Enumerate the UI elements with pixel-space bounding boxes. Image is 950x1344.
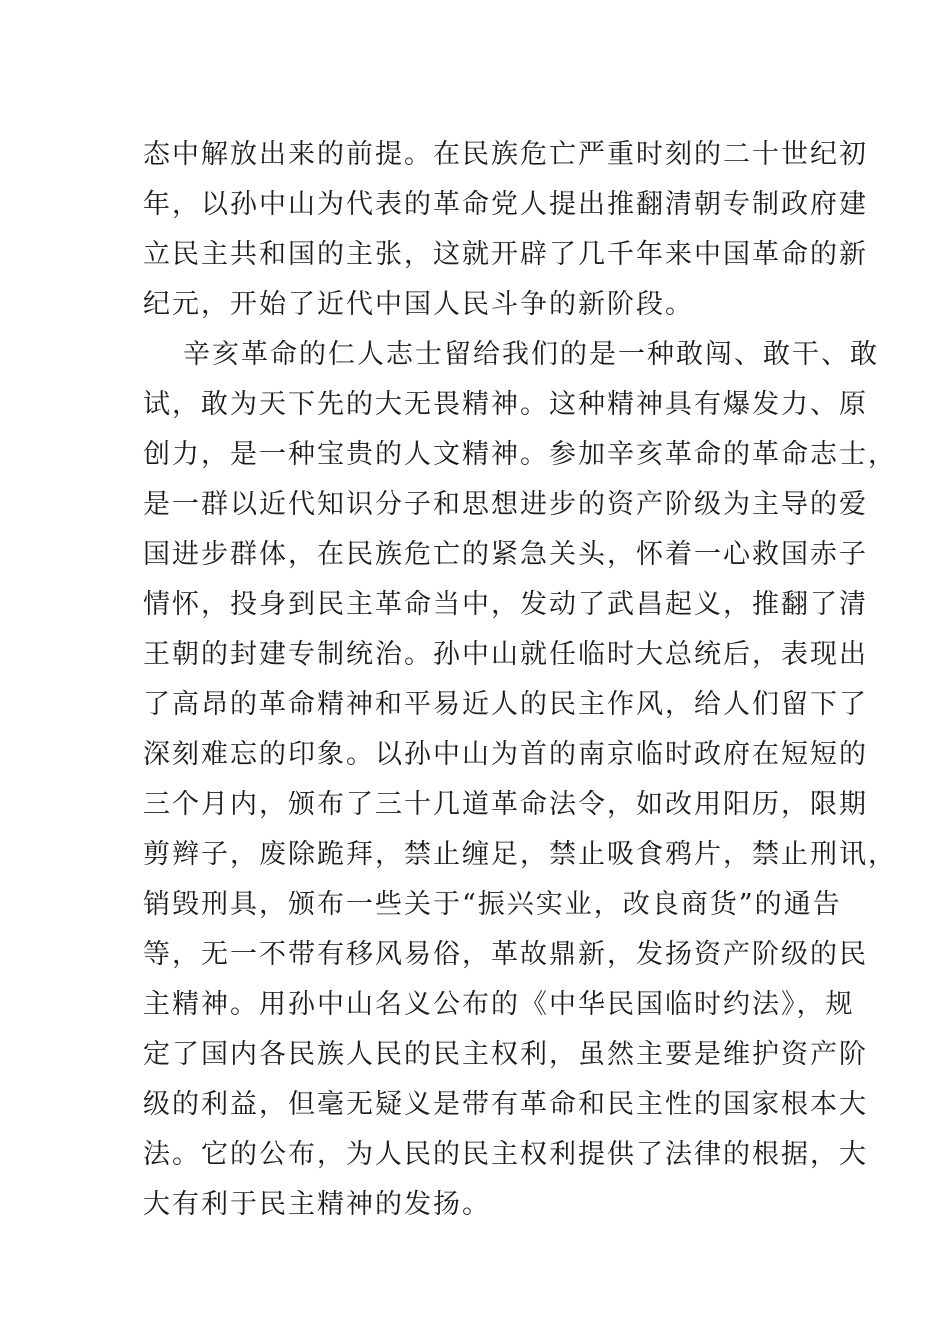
- paragraph-1: [143, 130, 868, 330]
- text-line: 主精神。用孙中山名义公布的《中华民国临时约法》，规: [143, 989, 855, 1020]
- text-line: 等，无一不带有移风易俗，革故鼎新，发扬资产阶级的民: [143, 939, 868, 970]
- text-line: 创力，是一种宝贵的人文精神。参加辛亥革命的革命志士，: [143, 439, 897, 470]
- text-line: 定了国内各民族人民的民主权利，虽然主要是维护资产阶: [143, 1039, 868, 1070]
- text-line: 辛亥革命的仁人志士留给我们的是一种敢闯、敢干、敢: [183, 339, 879, 370]
- text-line: 了高昂的革命精神和平易近人的民主作风，给人们留下了: [143, 689, 868, 720]
- text-line: 剪辫子，废除跪拜，禁止缠足，禁止吸食鸦片，禁止刑讯，: [143, 839, 897, 870]
- text-line: 国进步群体，在民族危亡的紧急关头，怀着一心救国赤子: [143, 539, 868, 570]
- document-body: [143, 130, 897, 1230]
- text-line: 大有利于民主精神的发扬。: [143, 1189, 491, 1220]
- text-line: 是一群以近代知识分子和思想进步的资产阶级为主导的爱: [143, 489, 868, 520]
- text-line: 王朝的封建专制统治。孙中山就任临时大总统后，表现出: [143, 639, 868, 670]
- text-line: 年，以孙中山为代表的革命党人提出推翻清朝专制政府建: [143, 189, 868, 220]
- text-line: 级的利益，但毫无疑义是带有革命和民主性的国家根本大: [143, 1089, 868, 1120]
- paragraph-2: [143, 330, 897, 1230]
- text-line: 销毁刑具，颁布一些关于“振兴实业，改良商货”的通告: [143, 889, 842, 920]
- text-line: 纪元，开始了近代中国人民斗争的新阶段。: [143, 289, 694, 320]
- text-line: 试，敢为天下先的大无畏精神。这种精神具有爆发力、原: [143, 389, 868, 420]
- text-line: 情怀，投身到民主革命当中，发动了武昌起义，推翻了清: [143, 589, 868, 620]
- text-line: 立民主共和国的主张，这就开辟了几千年来中国革命的新: [143, 239, 868, 270]
- text-line: 三个月内，颁布了三十几道革命法令，如改用阳历，限期: [143, 789, 868, 820]
- text-line: 态中解放出来的前提。在民族危亡严重时刻的二十世纪初: [143, 139, 868, 170]
- text-line: 法。它的公布，为人民的民主权利提供了法律的根据，大: [143, 1139, 868, 1170]
- text-line: 深刻难忘的印象。以孙中山为首的南京临时政府在短短的: [143, 739, 868, 770]
